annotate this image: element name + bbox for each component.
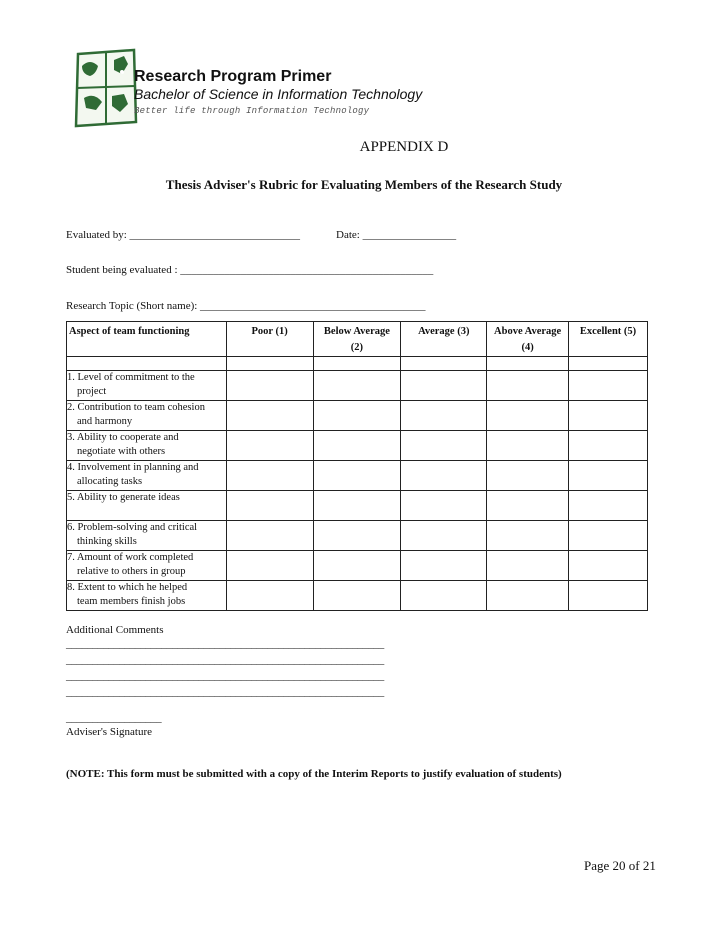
rating-cell[interactable] (487, 461, 569, 491)
table-row (67, 581, 648, 611)
appendix-heading (0, 139, 728, 156)
logo-emblem (72, 48, 140, 128)
rating-cell[interactable] (401, 461, 487, 491)
rating-cell[interactable] (487, 551, 569, 581)
rating-cell[interactable] (401, 431, 487, 461)
header-below-average (313, 322, 401, 357)
table-cell[interactable] (313, 357, 401, 371)
header-above-average-score: (4) (521, 342, 534, 353)
table-cell[interactable] (226, 357, 313, 371)
rating-cell[interactable] (226, 431, 313, 461)
comment-line[interactable]: ____________________________________________________________ (66, 654, 385, 666)
aspect-cell (67, 461, 227, 491)
appendix-label: APPENDIX D (359, 139, 449, 155)
aspect-text: 6. Problem-solving and critical (67, 522, 198, 533)
rating-cell[interactable] (401, 581, 487, 611)
aspect-cell (67, 401, 227, 431)
rating-cell[interactable] (226, 521, 313, 551)
rating-cell[interactable] (401, 551, 487, 581)
rating-cell[interactable] (401, 371, 487, 401)
form-title: Thesis Adviser's Rubric for Evaluating Members of the Research Study (165, 177, 563, 192)
aspect-text-cont: and harmony (77, 416, 133, 427)
rating-cell[interactable] (487, 581, 569, 611)
rating-cell[interactable] (226, 371, 313, 401)
aspect-text: 4. Involvement in planning and (67, 462, 199, 473)
header-poor: Poor (1) (226, 322, 313, 357)
aspect-text-cont: negotiate with others (77, 446, 166, 457)
rating-cell[interactable] (313, 431, 401, 461)
rating-cell[interactable] (401, 491, 487, 521)
page-number: Page 20 of 21 (584, 858, 656, 873)
rating-cell[interactable] (569, 491, 648, 521)
aspect-text: 2. Contribution to team cohesion (67, 402, 205, 413)
rating-cell[interactable] (487, 401, 569, 431)
comment-line[interactable]: ____________________________________________________________ (66, 670, 385, 682)
rating-cell[interactable] (569, 551, 648, 581)
header-aspect: Aspect of team functioning (67, 322, 227, 357)
rating-cell[interactable] (569, 461, 648, 491)
tagline: Better life through Information Technology (134, 106, 370, 116)
aspect-text: 1. Level of commitment to the (67, 372, 195, 383)
aspect-text-cont: project (77, 386, 107, 397)
comments-label: Additional Comments (66, 624, 164, 636)
aspect-text: 3. Ability to cooperate and (67, 432, 179, 443)
rating-cell[interactable] (226, 461, 313, 491)
rubric-table (66, 321, 648, 611)
rating-cell[interactable] (313, 581, 401, 611)
aspect-text-cont: thinking skills (77, 536, 137, 547)
aspect-cell (67, 581, 227, 611)
date-field[interactable]: Date: _________________ (336, 229, 457, 241)
student-field[interactable]: Student being evaluated : ______________________________________________ (66, 264, 434, 276)
topic-field[interactable]: Research Topic (Short name): _________________________________________ (66, 300, 426, 312)
table-row (67, 431, 648, 461)
table-row (67, 461, 648, 491)
rating-cell[interactable] (313, 461, 401, 491)
rating-cell[interactable] (487, 521, 569, 551)
school-logo (72, 48, 140, 128)
table-row (67, 521, 648, 551)
program-name: Bachelor of Science in Information Technology (134, 86, 423, 102)
rating-cell[interactable] (401, 401, 487, 431)
rating-cell[interactable] (313, 521, 401, 551)
rating-cell[interactable] (487, 431, 569, 461)
rating-cell[interactable] (569, 401, 648, 431)
header-below-average-label: Below Average (323, 326, 390, 337)
aspect-text-cont: allocating tasks (77, 476, 143, 487)
rating-cell[interactable] (569, 521, 648, 551)
header-excellent: Excellent (5) (569, 322, 648, 357)
rating-cell[interactable] (313, 401, 401, 431)
rating-cell[interactable] (313, 491, 401, 521)
rating-cell[interactable] (569, 581, 648, 611)
signature-line[interactable]: __________________ (66, 712, 162, 724)
rating-cell[interactable] (226, 401, 313, 431)
rating-cell[interactable] (226, 551, 313, 581)
rating-cell[interactable] (313, 551, 401, 581)
signature-label: Adviser's Signature (66, 726, 152, 738)
aspect-cell (67, 491, 227, 521)
header-above-average-label: Above Average (494, 326, 562, 337)
aspect-cell (67, 521, 227, 551)
aspect-text-cont: relative to others in group (77, 566, 186, 577)
rating-cell[interactable] (487, 371, 569, 401)
table-row (67, 551, 648, 581)
rating-cell[interactable] (313, 371, 401, 401)
rating-cell[interactable] (569, 371, 648, 401)
header-average: Average (3) (401, 322, 487, 357)
aspect-cell (67, 551, 227, 581)
table-cell[interactable] (67, 357, 227, 371)
aspect-cell (67, 431, 227, 461)
blank-row (67, 357, 648, 371)
evaluated-by-field[interactable]: Evaluated by: _______________________________ (66, 229, 301, 241)
aspect-cell (67, 371, 227, 401)
aspect-text: 5. Ability to generate ideas (67, 492, 180, 503)
aspect-text: 7. Amount of work completed (67, 552, 194, 563)
table-row (67, 491, 648, 521)
table-row (67, 371, 648, 401)
table-header-row (67, 322, 648, 357)
rating-cell[interactable] (226, 491, 313, 521)
primer-title: Research Program Primer (134, 68, 332, 85)
rating-cell[interactable] (487, 491, 569, 521)
comment-line[interactable]: ____________________________________________________________ (66, 686, 385, 698)
aspect-text: 8. Extent to which he helped (67, 582, 188, 593)
table-row (67, 401, 648, 431)
rating-cell[interactable] (226, 581, 313, 611)
submission-note: (NOTE: This form must be submitted with a copy of the Interim Reports to justify evaluation of students) (66, 768, 562, 780)
table-cell[interactable] (401, 357, 487, 371)
rating-cell[interactable] (569, 431, 648, 461)
table-cell[interactable] (487, 357, 569, 371)
rating-cell[interactable] (401, 521, 487, 551)
header-below-average-score: (2) (350, 342, 364, 353)
aspect-text-cont: team members finish jobs (77, 596, 186, 607)
header-above-average (487, 322, 569, 357)
table-cell[interactable] (569, 357, 648, 371)
comment-line[interactable]: ____________________________________________________________ (66, 638, 385, 650)
